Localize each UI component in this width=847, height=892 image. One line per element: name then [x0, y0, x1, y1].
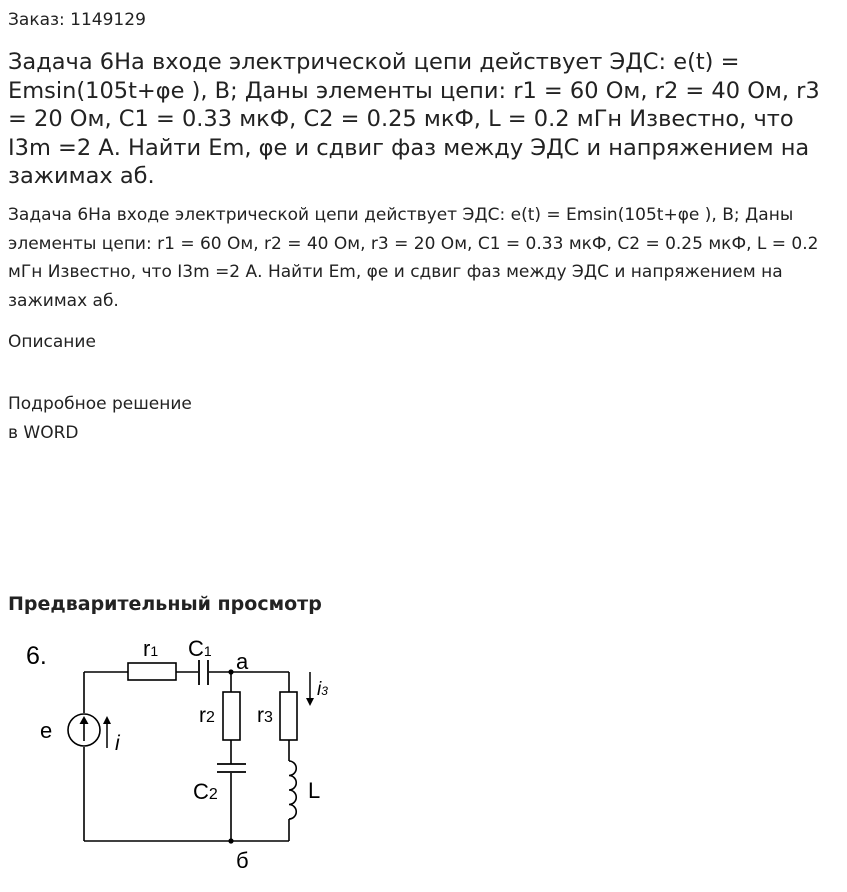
preview-heading: Предварительный просмотр	[8, 593, 322, 615]
label-c1: C1	[188, 636, 212, 661]
node-b-dot	[228, 838, 233, 843]
node-a-dot	[228, 669, 233, 674]
description-label: Описание	[8, 332, 96, 352]
label-node-a: a	[236, 649, 249, 674]
capacitor-c1	[199, 660, 208, 685]
task-title: Задача 6На входе электрической цепи действует ЭДС: e(t) = Emsin(105t+φe ), В; Даны элементы цепи: r1 = 60 Ом, r2 = 40 Ом, r3 = 20 Ом, C1 = 0.33 мкФ, C2 = 0.25 мкФ, L = 0.2 мГн Известно, что I3m =2 А. Найти Em, φe и сдвиг фаз между ЭДС и напряжением на зажимах аб.	[8, 49, 820, 189]
current-i3-arrow-icon	[306, 672, 314, 706]
label-r3: r3	[257, 704, 273, 727]
label-inductor: L	[308, 778, 321, 803]
label-current-i3: i3	[317, 679, 328, 700]
label-current-i: i	[115, 732, 120, 755]
inductor-l	[289, 761, 296, 819]
description-line: в WORD	[8, 423, 79, 443]
label-c2: C2	[193, 779, 218, 804]
circuit-diagram	[0, 630, 400, 892]
label-r2: r2	[199, 704, 215, 727]
description-line: Подробное решение	[8, 394, 192, 414]
resistor-r1	[128, 663, 176, 680]
label-r1: r1	[143, 636, 159, 661]
label-node-b: б	[236, 848, 249, 873]
label-emf: e	[40, 718, 53, 743]
emf-source	[68, 714, 100, 746]
resistor-r3	[280, 692, 297, 740]
capacitor-c2	[217, 764, 246, 772]
task-body: Задача 6На входе электрической цепи действует ЭДС: e(t) = Emsin(105t+φe ), В; Даны элементы цепи: r1 = 60 Ом, r2 = 40 Ом, r3 = 20 Ом, C1 = 0.33 мкФ, C2 = 0.25 мкФ, L = 0.2 мГн Известно, что I3m =2 А. Найти Em, φe и сдвиг фаз между ЭДС и напряжением на зажимах аб.	[8, 205, 819, 311]
resistor-r2	[223, 692, 240, 740]
order-number: Заказ: 1149129	[8, 10, 146, 30]
circuit-wires	[84, 672, 289, 841]
current-i-arrow-icon	[103, 716, 111, 748]
circuit-number: 6.	[26, 642, 47, 670]
